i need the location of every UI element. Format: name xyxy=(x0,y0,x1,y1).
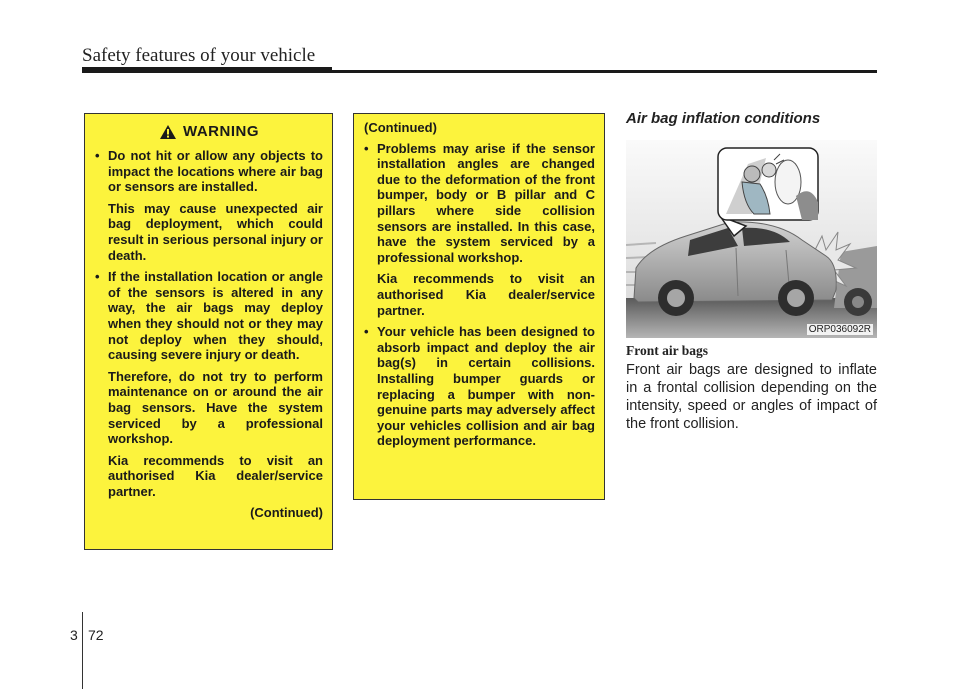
collision-illustration xyxy=(626,140,877,338)
page-number: 72 xyxy=(88,627,104,643)
warning-triangle-icon xyxy=(159,124,177,140)
warning-subparagraph: Kia recommends to visit an authorised Kia dealer/service partner. xyxy=(108,452,323,499)
warning-box xyxy=(84,113,333,550)
warning-subparagraph: Kia recommends to visit an authorised Kia dealer/service partner. xyxy=(377,271,595,318)
warning-header xyxy=(95,124,323,140)
continued-label: (Continued) xyxy=(250,505,323,521)
bullet-icon: • xyxy=(95,148,100,163)
warning-subparagraph: Therefore, do not try to perform maintenance on or around the air bag sensors. Have the system serviced by a professional workshop. xyxy=(108,368,323,447)
bullet-icon: • xyxy=(95,269,100,285)
warning-subparagraph: This may cause unexpected air bag deployment, which could result in serious personal injury or death. xyxy=(108,200,323,263)
page-header-title: Safety features of your vehicle xyxy=(82,45,316,66)
warning-item xyxy=(95,269,323,363)
warning-item xyxy=(364,141,595,266)
sub-heading: Front air bags xyxy=(626,343,709,358)
bullet-icon: • xyxy=(364,140,369,156)
header-rule xyxy=(82,70,877,73)
warning-item xyxy=(364,324,595,449)
warning-item-text: Problems may arise if the sensor installation angles are changed due to the deformation of the front bumper, body or B pillar and C pillars where side collision sensors are installed. In this case, have the system serviced by a professional workshop. xyxy=(377,140,595,265)
body-paragraph: Front air bags are designed to inflate in a frontal collision depending on the intensity, speed or angles of impact of the front collision. xyxy=(626,362,877,432)
section-title: Air bag inflation conditions xyxy=(626,110,821,127)
chapter-number: 3 xyxy=(70,627,78,643)
figure-code: ORP036092R xyxy=(808,324,871,335)
warning-item-text: Do not hit or allow any objects to impact the locations where air bag or sensors are installed. xyxy=(108,148,323,195)
continued-warning-box xyxy=(353,113,605,500)
warning-item xyxy=(95,148,323,195)
warning-item-text: If the installation location or angle of the sensors is altered in any way, the air bags may deploy when they should not or they may not deploy when they should, causing severe injury or death. xyxy=(108,269,323,363)
warning-title: WARNING xyxy=(183,123,259,141)
bullet-icon: • xyxy=(364,324,369,340)
footer-rule xyxy=(82,612,83,689)
front-collision-illustration xyxy=(626,140,877,338)
warning-item-text: Your vehicle has been designed to absorb impact and deploy the air bag(s) in certain collisions. Installing bumper guards or replacing a bumper with non-genuine parts may adversely affect your vehicles collision and air bag deployment performance. xyxy=(377,324,595,449)
continued-heading: (Continued) xyxy=(364,120,437,135)
